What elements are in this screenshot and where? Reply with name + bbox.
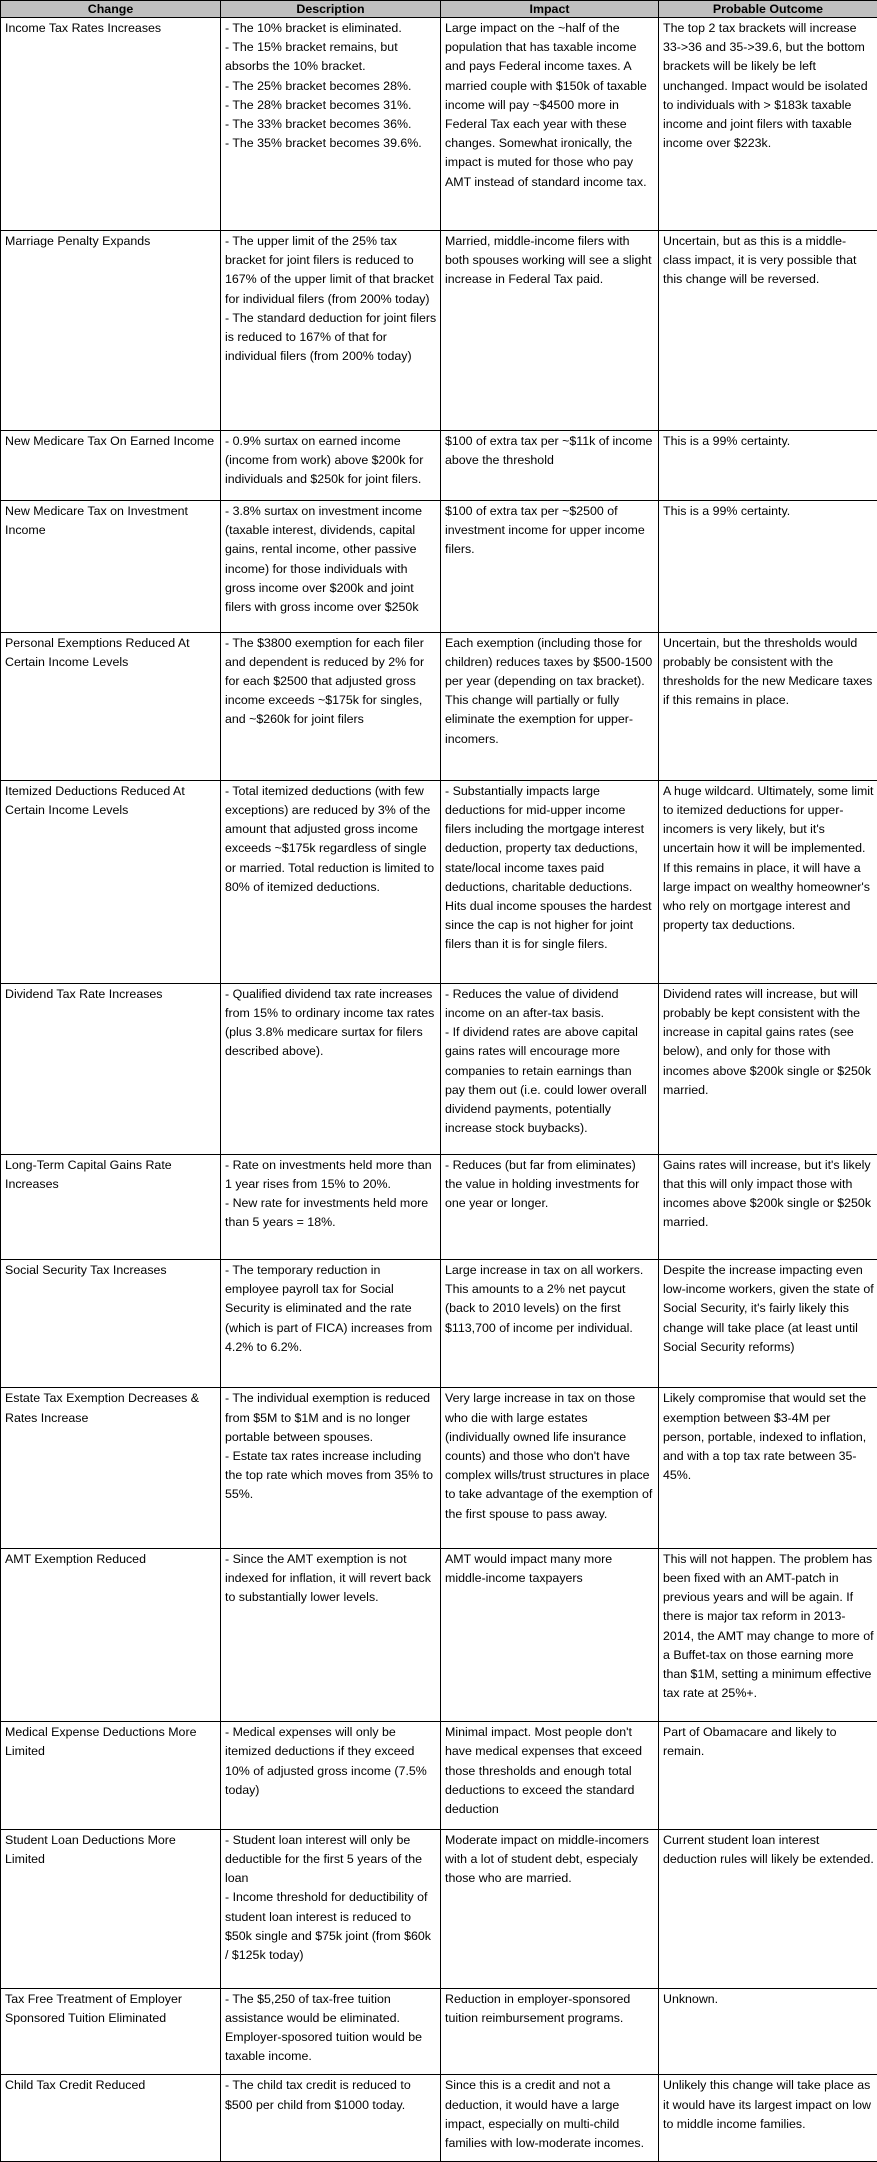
cell-impact [441,1988,659,2075]
cell-impact [441,1722,659,1830]
cell-probable-outcome-line: This is a 99% certainty. [663,433,791,448]
table-row [1,2075,877,2162]
cell-description-line: - Estate tax rates increase including the top rate which moves from 35% to 55%. [225,1449,433,1502]
cell-impact [441,780,659,983]
cell-impact [441,1548,659,1721]
cell-description [221,430,441,500]
cell-impact [441,500,659,632]
table-row [1,1548,877,1721]
cell-description [221,500,441,632]
cell-change: New Medicare Tax On Earned Income [1,430,221,500]
cell-description-line: - 0.9% surtax on earned income (income from work) above $200k for individuals and $250k for joint filers. [225,433,424,487]
cell-description [221,632,441,780]
cell-probable-outcome-line: Despite the increase impacting even low-income workers, given the state of Social Security, it's fairly likely this change will take place (at least until Social Security reforms) [663,1263,874,1354]
cell-change: Income Tax Rates Increases [1,18,221,231]
cell-impact-line: Minimal impact. Most people don't have medical expenses that exceed those thresholds and enough total deductions to exceed the standard deduction [445,1725,642,1816]
cell-impact [441,430,659,500]
cell-description-line: - The child tax credit is reduced to $500 per child from $1000 today. [225,2078,411,2112]
cell-impact-line: Each exemption (including those for children) reduces taxes by $500-1500 per year (depending on tax bracket). This change will partially or fully eliminate the exemption for upper-incomers. [445,635,653,746]
cell-impact [441,18,659,231]
cell-probable-outcome-line: Likely compromise that would set the exemption between $3-4M per person, portable, indexed to inflation, and with a top tax rate between 35-45%. [663,1391,867,1483]
cell-impact [441,1154,659,1259]
cell-impact [441,2075,659,2162]
cell-description [221,230,441,430]
cell-impact-line: - If dividend rates are above capital gains rates will encourage more companies to retain earnings than pay them out (i.e. could lower overall dividend payments, potentially increase stock buybacks). [445,1025,647,1136]
cell-change: Child Tax Credit Reduced [1,2075,221,2162]
cell-change: Long-Term Capital Gains Rate Increases [1,1154,221,1259]
cell-description-line: - 3.8% surtax on investment income (taxable interest, dividends, capital gains, rental income, other passive income) for those individuals with gross income over $200k and joint filers with gross income over $250k [225,503,422,614]
cell-impact-line: Very large increase in tax on those who die with large estates (individually owned life insurance counts) and those who don't have complex wills/trust structures in place to take advantage of the exemption of the first spouse to pass away. [445,1391,653,1521]
cell-description [221,1154,441,1259]
cell-probable-outcome-line: Uncertain, but the thresholds would probably be consistent with the thresholds for the new Medicare taxes if this remains in place. [663,635,873,708]
column-header-probable-outcome: Probable Outcome [659,1,877,18]
cell-description-line: - Since the AMT exemption is not indexed for inflation, it will revert back to substantially lower levels. [225,1551,431,1605]
cell-description-line: - The individual exemption is reduced from $5M to $1M and is no longer portable between spouses. [225,1391,431,1444]
cell-impact-line: Reduction in employer-sponsored tuition reimbursement programs. [445,1991,631,2026]
cell-description [221,983,441,1154]
cell-description-line: - Rate on investments held more than 1 year rises from 15% to 20%. [225,1157,432,1191]
cell-change: Personal Exemptions Reduced At Certain Income Levels [1,632,221,780]
cell-change: Dividend Tax Rate Increases [1,983,221,1154]
cell-probable-outcome [659,500,877,632]
cell-probable-outcome-line: Unknown. [663,1991,719,2006]
cell-description-line: - Medical expenses will only be itemized deductions if they exceed 10% of adjusted gross income (7.5% today) [225,1725,427,1797]
cell-change: AMT Exemption Reduced [1,1548,221,1721]
table-row [1,1988,877,2075]
cell-description-line: - The temporary reduction in employee payroll tax for Social Security is eliminated and the rate (which is part of FICA) increases from 4.2% to 6.2%. [225,1263,433,1354]
cell-description [221,1988,441,2075]
cell-impact-line: - Reduces the value of dividend income on an after-tax basis. [445,986,619,1021]
table-row [1,1154,877,1259]
cell-description [221,18,441,231]
table-row [1,430,877,500]
cell-description-line: - Student loan interest will only be deductible for the first 5 years of the loan [225,1832,422,1886]
cell-description-line: - The 33% bracket becomes 36%. [225,117,412,132]
cell-description-line: - The 25% bracket becomes 28%. [225,78,412,93]
cell-probable-outcome [659,1388,877,1548]
cell-change: Social Security Tax Increases [1,1260,221,1388]
cell-probable-outcome [659,1829,877,1988]
cell-description [221,1548,441,1721]
cell-change: Tax Free Treatment of Employer Sponsored Tuition Eliminated [1,1988,221,2075]
header-row [1,1,877,18]
cell-impact-line: - Substantially impacts large deductions for mid-upper income filers including the mortgage interest deduction, property tax deductions, state/local income taxes paid deductions, charitable deductions. Hits dual income spouses the hardest since the cap is not higher for joint filers than it is for single filers. [445,783,652,952]
cell-probable-outcome [659,1722,877,1830]
table-row [1,1388,877,1548]
table-row [1,1260,877,1388]
cell-probable-outcome-line: This will not happen. The problem has been fixed with an AMT-patch in previous years and will be again. If there is major tax reform in 2013-2014, the AMT may change to more of a Buffet-tax on those earning more than $1M, setting a minimum effective tax rate at 25%+. [663,1551,874,1701]
cell-impact [441,1388,659,1548]
table-row [1,780,877,983]
cell-probable-outcome [659,1154,877,1259]
cell-impact [441,1829,659,1988]
cell-description-line: - New rate for investments held more than 5 years = 18%. [225,1196,429,1230]
cell-description-line: - The 28% bracket becomes 31%. [225,97,412,112]
cell-impact [441,632,659,780]
cell-probable-outcome [659,983,877,1154]
cell-probable-outcome-line: Current student loan interest deduction rules will likely be extended. [663,1832,874,1866]
cell-probable-outcome [659,1548,877,1721]
cell-description-line: - The $3800 exemption for each filer and dependent is reduced by 2% for for each $2500 that adjusted gross income exceeds ~$175k for singles, and ~$260k for joint filers [225,635,425,727]
cell-impact-line: Large increase in tax on all workers. This amounts to a 2% net paycut (back to 2010 levels) on the first $113,700 of income per individual. [445,1263,644,1335]
cell-description [221,780,441,983]
cell-impact-line: Large impact on the ~half of the population that has taxable income and pays Federal income taxes. A married couple with $150k of taxable income will pay ~$4500 more in Federal Tax each year with these changes. Somewhat ironically, the impact is muted for those who pay AMT instead of standard income tax. [445,21,647,189]
cell-probable-outcome-line: The top 2 tax brackets will increase 33->36 and 35->39.6, but the bottom brackets will be likely be left unchanged. Impact would be isolated to individuals with > $183k taxable income and joint filers with taxable income over $223k. [663,21,868,151]
cell-impact-line: - Reduces (but far from eliminates) the value in holding investments for one year or longer. [445,1157,640,1211]
table-row [1,632,877,780]
table-row [1,1829,877,1988]
cell-description-line: - Total itemized deductions (with few exceptions) are reduced by 3% of the amount that adjusted gross income exceeds ~$175k regardless of single or married. Total reduction is limited to 80% of itemized deductions. [225,783,435,894]
cell-description-line: - The 35% bracket becomes 39.6%. [225,136,422,151]
cell-probable-outcome [659,230,877,430]
table-row [1,983,877,1154]
cell-description-line: - The upper limit of the 25% tax bracket for joint filers is reduced to 167% of the upper limit of that bracket for individual filers (from 200% today) [225,233,434,306]
cell-probable-outcome-line: A huge wildcard. Ultimately, some limit to itemized deductions for upper-incomers is very likely, but it's uncertain how it will be implemented. If this remains in place, it will have a large impact on wealthy homeowner's who rely on mortgage interest and property tax deductions. [663,783,874,933]
column-header-description: Description [221,1,441,18]
cell-impact [441,1260,659,1388]
cell-description-line: - The standard deduction for joint filers is reduced to 167% of that for individual filers (from 200% today) [225,310,437,364]
cell-description-line: - Qualified dividend tax rate increases from 15% to ordinary income tax rates (plus 3.8% medicare surtax for filers described above). [225,986,435,1059]
cell-description-line: - The 10% bracket is eliminated. [225,21,402,35]
table-row [1,18,877,231]
cell-probable-outcome [659,780,877,983]
column-header-change: Change [1,1,221,18]
cell-impact [441,983,659,1154]
cell-probable-outcome [659,18,877,231]
cell-probable-outcome-line: Gains rates will increase, but it's likely that this will only impact those with incomes above $200k single or $250k married. [663,1157,872,1230]
cell-change: Estate Tax Exemption Decreases & Rates Increase [1,1388,221,1548]
cell-impact-line: Moderate impact on middle-incomers with a lot of student debt, especialy those who are married. [445,1832,649,1886]
cell-probable-outcome-line: This is a 99% certainty. [663,503,791,518]
cell-probable-outcome-line: Unlikely this change will take place as it would have its largest impact on low to middle income families. [663,2078,871,2131]
cell-change: Student Loan Deductions More Limited [1,1829,221,1988]
cell-description [221,1388,441,1548]
cell-probable-outcome [659,2075,877,2162]
cell-change: Marriage Penalty Expands [1,230,221,430]
cell-description-line: - The 15% bracket remains, but absorbs the 10% bracket. [225,40,398,74]
cell-probable-outcome [659,430,877,500]
cell-probable-outcome [659,632,877,780]
cell-impact-line: Since this is a credit and not a deduction, it would have a large impact, especially on multi-child families with low-moderate incomes. [445,2078,645,2150]
cell-impact-line: Married, middle-income filers with both spouses working will see a slight increase in Federal Tax paid. [445,233,652,287]
cell-impact [441,230,659,430]
table-row [1,230,877,430]
cell-probable-outcome-line: Uncertain, but as this is a middle-class impact, it is very possible that this change will be reversed. [663,233,857,287]
table-row [1,500,877,632]
cell-probable-outcome-line: Dividend rates will increase, but will probably be kept consistent with the increase in capital gains rates (see below), and only for those with incomes above $200k single or $250k married. [663,986,872,1097]
column-header-impact: Impact [441,1,659,18]
cell-description [221,2075,441,2162]
cell-probable-outcome [659,1988,877,2075]
cell-change: New Medicare Tax on Investment Income [1,500,221,632]
cell-description [221,1722,441,1830]
cell-impact-line: $100 of extra tax per ~$2500 of investment income for upper income filers. [445,503,645,557]
cell-probable-outcome-line: Part of Obamacare and likely to remain. [663,1725,837,1759]
cell-description-line: - The $5,250 of tax-free tuition assistance would be eliminated. Employer-sposored tuition would be taxable income. [225,1991,422,2064]
cell-description-line: - Income threshold for deductibility of student loan interest is reduced to $50k single and $75k joint (from $60k / $125k today) [225,1890,431,1962]
table-row [1,1722,877,1830]
cell-impact-line: $100 of extra tax per ~$11k of income above the threshold [445,433,653,467]
cell-impact-line: AMT would impact many more middle-income taxpayers [445,1551,613,1585]
cell-description [221,1260,441,1388]
cell-description [221,1829,441,1988]
cell-change: Itemized Deductions Reduced At Certain Income Levels [1,780,221,983]
cell-change: Medical Expense Deductions More Limited [1,1722,221,1830]
cell-probable-outcome [659,1260,877,1388]
